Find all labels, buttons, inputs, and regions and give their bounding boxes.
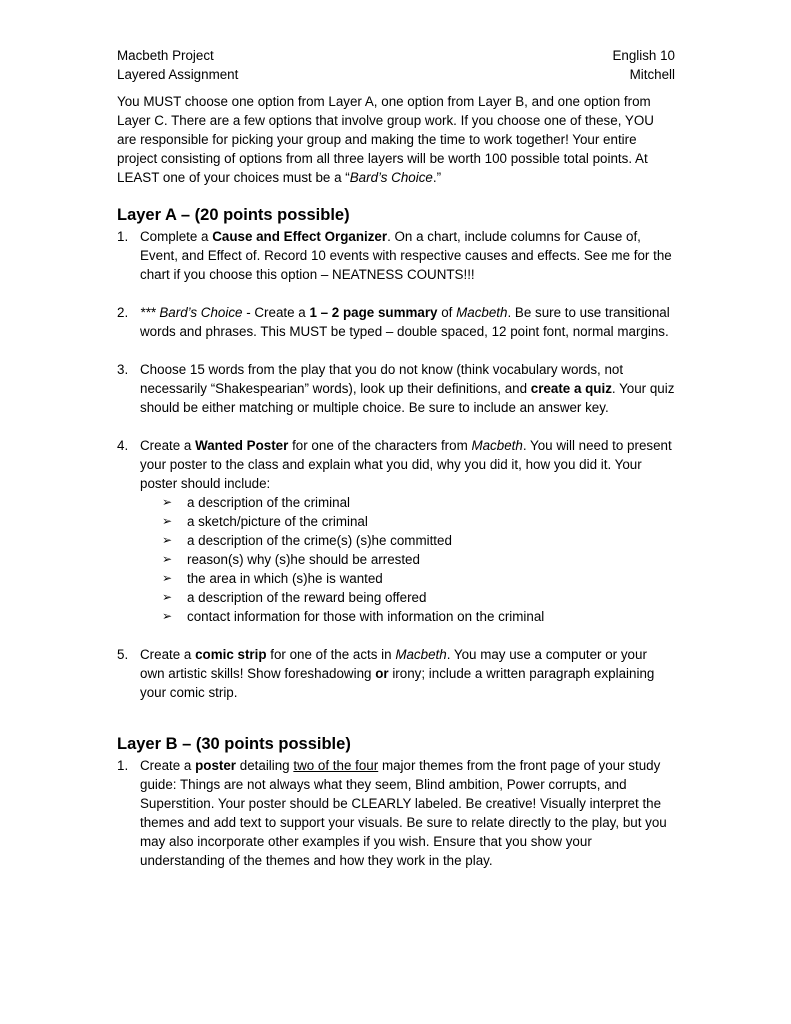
project-title: Macbeth Project bbox=[117, 48, 214, 63]
bards-choice-emphasis: Bard’s Choice bbox=[349, 170, 433, 185]
list-item: ➢ contact information for those with information on the criminal bbox=[162, 609, 545, 624]
arrow-bullet-icon: ➢ bbox=[162, 590, 173, 604]
arrow-bullet-icon: ➢ bbox=[162, 514, 173, 528]
list-item: ➢ the area in which (s)he is wanted bbox=[162, 571, 383, 586]
header-row-2 bbox=[117, 65, 675, 84]
list-item: ➢ a description of the reward being offered bbox=[162, 590, 427, 605]
assignment-type: Layered Assignment bbox=[117, 67, 239, 82]
list-item: 5. Create a comic strip for one of the acts in Macbeth. You may use a computer or your own artistic skills! Show foreshadowing or irony; include a written paragraph explaining your comic strip. bbox=[117, 647, 655, 700]
list-item: ➢ a description of the crime(s) (s)he committed bbox=[162, 533, 452, 548]
list-item: 2. *** Bard’s Choice - Create a 1 – 2 page summary of Macbeth. Be sure to use transitional words and phrases. This MUST be typed – double spaced, 12 point font, normal margins. bbox=[117, 305, 670, 339]
wanted-poster-requirements bbox=[140, 493, 675, 626]
intro-paragraph: You MUST choose one option from Layer A, one option from Layer B, and one option from Layer C. There are a few options that involve group work. If you choose one of these, YOU are responsible for picking your group and making the time to work together! Your entire project consisting of options from all three layers will be worth 100 possible total points. At LEAST one of your choices must be a “Bard’s Choice.” bbox=[117, 94, 654, 185]
arrow-bullet-icon: ➢ bbox=[162, 609, 173, 623]
list-item: ➢ a description of the criminal bbox=[162, 495, 350, 510]
arrow-bullet-icon: ➢ bbox=[162, 495, 173, 509]
header-row-1 bbox=[117, 46, 675, 65]
teacher-name: Mitchell bbox=[629, 67, 675, 82]
list-item: 1. Create a poster detailing two of the four major themes from the front page of your study guide: Things are not always what they seem, Blind ambition, Power corrupts, and Superstition. Your poster should be CLEARLY labeled. Be creative! Visually interpret the themes and add text to support your visuals. Be sure to relate directly to the play, but you may also incorporate other examples if you wish. Ensure that you show your understanding of the themes and how they work in the play. bbox=[117, 758, 667, 868]
course-name: English 10 bbox=[612, 48, 675, 63]
list-item: ➢ reason(s) why (s)he should be arrested bbox=[162, 552, 420, 567]
list-item: 3. Choose 15 words from the play that you do not know (think vocabulary words, not necessarily “Shakespearian” words), look up their definitions, and create a quiz. Your quiz should be either matching or multiple choice. Be sure to include an answer key. bbox=[117, 362, 675, 415]
arrow-bullet-icon: ➢ bbox=[162, 533, 173, 547]
layer-b-list bbox=[117, 756, 675, 870]
arrow-bullet-icon: ➢ bbox=[162, 571, 173, 585]
layer-b-heading: Layer B – (30 points possible) bbox=[117, 735, 351, 753]
list-item: 1. Complete a Cause and Effect Organizer. On a chart, include columns for Cause of, Event, and Effect of. Record 10 events with respective causes and effects. See me for the chart if you choose this option – NEATNESS COUNTS!!! bbox=[117, 229, 672, 282]
arrow-bullet-icon: ➢ bbox=[162, 552, 173, 566]
layer-a-list bbox=[117, 227, 675, 702]
layer-a-heading: Layer A – (20 points possible) bbox=[117, 206, 350, 224]
list-item: ➢ a sketch/picture of the criminal bbox=[162, 514, 368, 529]
list-item: 4. Create a Wanted Poster for one of the characters from Macbeth. You will need to present your poster to the class and explain what you did, why you did it, how you did it. Your poster should include: ➢ a description of the criminal ➢ a sketch/picture of the criminal ➢ a description of the crime(s) (s)he committed ➢ reason(s) why (s)he should be arrested ➢ the area in which (s)he is wanted ➢ a description of the reward being offered ➢ contact information for those with information on the criminal bbox=[117, 436, 675, 626]
